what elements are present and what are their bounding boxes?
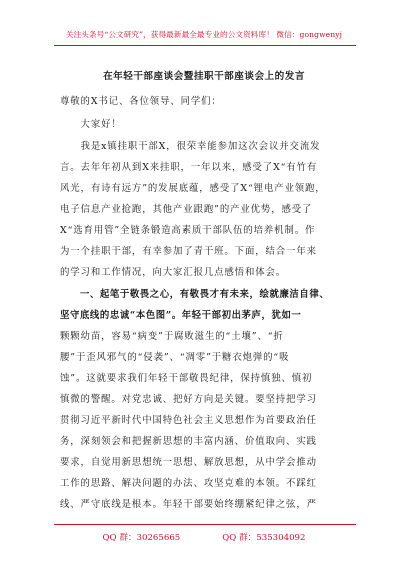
footer bbox=[0, 531, 408, 543]
body-line: 颗颗幼苗，容易“病变”于腐败滋生的“土壤”、“折 bbox=[60, 331, 284, 342]
body-line: 为一个挂职干部，有幸参加了青干班。下面，结合一年来 bbox=[60, 246, 317, 257]
body-line: 电子信息产业抢跑，其他产业跟跑”的产业优势，感受了 bbox=[60, 204, 313, 215]
promo-banner: 关注头条号“公文研究”，获得最新最全最专业的公文资料库！ 微信：gongwenyj bbox=[65, 30, 343, 39]
body-line: 线、严守底线是根本。年轻干部要始终绷紧纪律之弦，严 bbox=[60, 499, 317, 510]
body-line: 工作的思路、解决问题的办法、攻坚克难的本领。不踩红 bbox=[60, 478, 317, 489]
body-line: 我是x镇挂职干部X，很荣幸能参加这次会议并交流发 bbox=[60, 141, 321, 152]
body-line: 言。去年年初从到X来挂职，一年以来，感受了X“有竹有 bbox=[60, 162, 318, 173]
body-line: 务，深刻领会和把握新思想的丰富内涵、价值取向、实践 bbox=[60, 436, 317, 447]
qq-group-right: QQ 群：535304092 bbox=[222, 533, 306, 543]
greeting-line: 大家好！ bbox=[60, 119, 122, 130]
body-line: X“选育用管”全链条锻造高素质干部队伍的培养机制。作 bbox=[60, 225, 316, 236]
body-line: 慎微的警醒。对党忠诚、把好方向是关键。要坚持把学习 bbox=[60, 394, 317, 405]
document-title: 在年轻干部座谈会暨挂职干部座谈会上的发言 bbox=[103, 71, 305, 82]
salutation-line: 尊敬的X书记、各位领导、同学们： bbox=[60, 96, 222, 107]
body-line: 的学习和工作情况，向大家汇报几点感悟和体会。 bbox=[60, 267, 287, 278]
body-line: 蚀”。这就要求我们年轻干部敬畏纪律，保持慎独、慎初 bbox=[60, 373, 313, 384]
body-line: 要求，自觉用新思想统一思想、解放思想，从中学会推动 bbox=[60, 457, 317, 468]
body-line: 贯彻习近平新时代中国特色社会主义思想作为首要政治任 bbox=[60, 415, 317, 426]
section-heading-line: 坚守底线的忠诚“本色图”。年轻干部初出茅庐，犹如一 bbox=[60, 310, 302, 321]
footer-divider bbox=[54, 524, 356, 525]
body-line: 风光，有诗有远方”的发展底蕴，感受了X“锂电产业领跑， bbox=[60, 183, 326, 194]
qq-group-left: QQ 群：30265665 bbox=[102, 533, 181, 543]
header-divider bbox=[54, 45, 356, 46]
body-line: 腰”于歪风邪气的“侵袭”、“凋零”于糖衣炮弹的“吸 bbox=[60, 352, 290, 363]
section-heading-line: 一、起笔于敬畏之心，有敬畏才有未来，绘就廉洁自律、 bbox=[60, 289, 330, 300]
